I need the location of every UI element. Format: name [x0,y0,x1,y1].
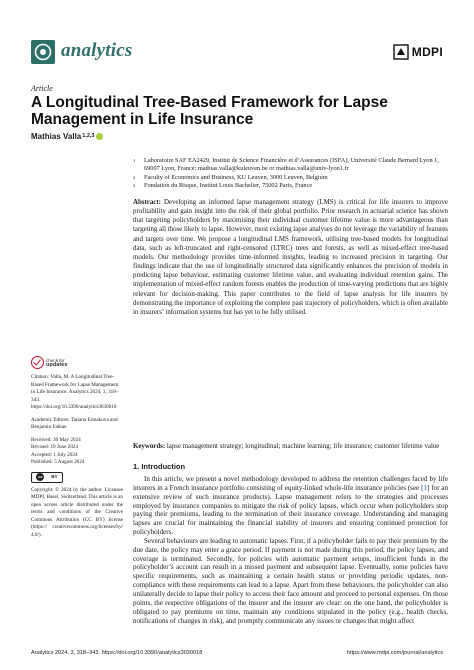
cc-by-icon [31,472,63,483]
intro-paragraph [133,475,448,537]
article-title: A Longitudinal Tree-Based Framework for Lapse Management in Life Insurance [31,94,388,128]
journal-header [31,26,443,82]
author-name[interactable]: Mathias Valla [31,132,82,141]
cc-circle-icon: cc [38,474,43,480]
affiliation-text: Faculty of Economics and Business, KU Leuven, 3000 Leuven, Belgium [144,173,328,181]
sidebar-info [31,374,123,544]
affiliation-text: Fondation du Risque, Institut Louis Bachelier, 75002 Paris, France [144,182,313,190]
affiliation-number: 1 [133,158,136,163]
keywords [133,442,448,451]
author-line [31,132,103,141]
introduction-body [133,475,448,625]
check-updates-bottom: updates [46,361,68,368]
author-affiliation-sup: 1,2,3 [82,132,95,139]
copyright-notice: Copyright: © 2024 by the author. Licensee MDPI, Basel, Switzerland. This article is an open access article distributed under the terms and conditions of the Creative Commons Attribution (CC BY) license (https:// creativecommons.org/licenses/by/ 4.0/). [31,486,123,538]
check-updates-icon [31,356,44,369]
check-for-updates-button[interactable] [31,355,76,370]
affiliation-number: 2 [133,174,136,180]
abstract [133,198,448,317]
keywords-label: Keywords: [133,443,166,450]
section-heading: 1. Introduction [133,462,186,471]
check-updates-top: check for [46,357,65,363]
journal-name: analytics [61,40,133,61]
publisher-logo [393,43,443,61]
affiliation-item [133,157,453,174]
affiliations [133,157,453,191]
journal-logo-icon [31,40,55,64]
intro-p1-start: In this article, we present a novel methodology developed to address the retention challenges faced by life insurers in a French insurance portfolio consisting of equity-linked whole-life insurance policies (see [ [133,475,448,492]
cc-license-badge[interactable] [31,472,123,483]
date-accepted: Accepted: 1 July 2024 [31,451,78,458]
publisher-name: MDPI [411,45,443,59]
dates [31,437,123,467]
orcid-icon[interactable] [96,133,103,140]
keywords-text: lapse management strategy; longitudinal; machine learning; life insurance; customer lifetime value [166,443,440,450]
article-type: Article [31,84,53,93]
affiliation-item [133,182,453,190]
abstract-text: Developing an informed lapse management strategy (LMS) is critical for life insurers to improve profitability and gain insight into the risk of their global portfolio. Prior research in actuarial science has shown that targeting policyholders by maximising their individual customer lifetime value is more advantageous than targeting all those likely to lapse. However, most existing lapse analyses do not leverage the variability of features and targets over time. We propose a longitudinal LMS framework, utilising tree-based models for longitudinal data, such as left-truncated and right-censored (LTRC) trees and forests, as well as mixed-effect tree-based models. Our methodology provides time-informed insights, leading to increased precision in targeting. Our findings indicate that the use of longitudinally structured data significantly enhances the precision of models in predicting lapse behaviour, estimating customer lifetime value, and evaluating individual retention gains. The implementation of mixed-effect random forests enables the production of time-varying predictions that are highly relevant for decision-making. This paper contributes to the field of lapse analysis for life insurers by demonstrating the importance of exploiting the complete past trajectory of policyholders, which is often available in insurers’ information systems but has yet to be fully utilised. [133,199,448,316]
academic-editors: Academic Editors: Tatiana Ermakova and Benjamin Fabian [31,416,118,430]
affiliation-number: 3 [133,183,136,189]
page-footer [31,650,443,656]
mdpi-logo-icon [393,44,409,60]
date-published: Published: 5 August 2024 [31,459,85,465]
citation: Citation: Valla, M. A Longitudinal Tree-Based Framework for Lapse Management in Life Insurance. Analytics 2024, 3, 318–343. https://doi.org/10.3390/analytics3030018 [31,374,119,410]
date-received: Received: 30 May 2024 [31,436,81,443]
footer-citation[interactable]: Analytics 2024, 3, 318–343. https://doi.org/10.3390/analytics3030018 [31,650,203,656]
affiliation-text: Laboratoire SAF EA2429, Institut de Science Financière et d’Assurances (ISFA), Université Claude Bernard Lyon 1, 69007 Lyon, France; mathias.valla@kuleuven.be or mathias.valla@univ-lyon1.fr [144,157,439,173]
footer-journal-link[interactable]: https://www.mdpi.com/journal/analytics [346,650,443,656]
check-updates-label [46,358,67,368]
intro-paragraph: Several behaviours are leading to automatic lapses. First, if a policyholder fails to pay their premium by the due date, the policy may enter a grace period. If payment is not made during this period, the policy lapses, and coverage is terminated. Secondly, for policies with automatic payment setups, insufficient funds in the policyholder’s account can result in a missed payment and subsequent lapse. Eventually, some policies have specific requirements, such as maintaining a certain health status or providing periodic updates, non-compliance with these requirements can lead to a lapse. Apart from these behaviours, the policyholder can also unilaterally decide to lapse their policy to access their face amount and proceed to personal expenses. On those points, the respective obligations of the insurer and the insurer are clear: on the one hand, the policyholder is obligated to pay premiums on time, maintain any conditions stipulated in the policy (e.g., health checks, notifications of changes in risk), and promptly communicate any issues or changes that might affect [133,536,448,625]
affiliation-item [133,174,453,182]
date-revised: Revised: 19 June 2024 [31,444,79,450]
citation-link[interactable]: 1 [423,483,427,492]
intro-p1-end: ] for an extensive review of such insurance products). Lapse management refers to the strategies and processes employed by insurance companies to mitigate the risk of policy lapses, which occur when policyholders stop paying their premiums, leading to the termination of their insurance coverage. Understanding and managing lapses are crucial for maintaining the financial stability of insurers and ensuring continued protection for policyholders. [133,483,448,537]
abstract-label: Abstract: [133,199,161,206]
cc-by-label: BY [51,474,58,480]
